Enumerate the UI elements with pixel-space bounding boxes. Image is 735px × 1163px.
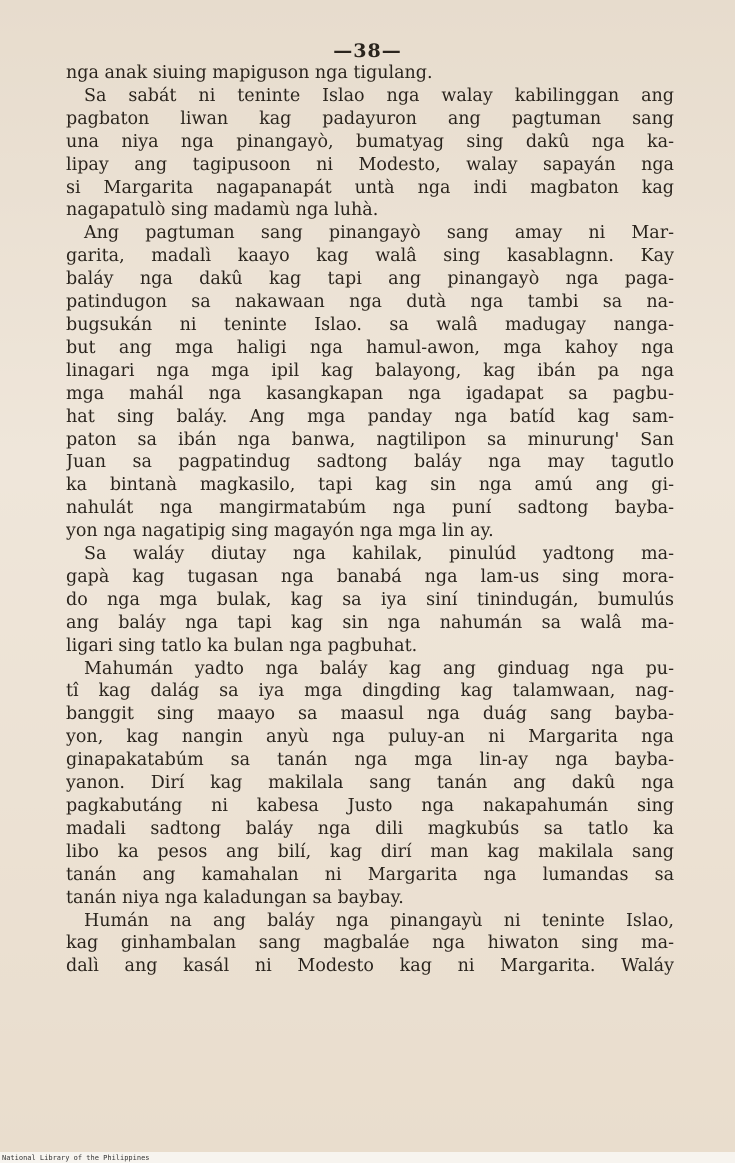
text-line: tanán niya nga kaladungan sa baybay. [66,887,404,908]
text-line: gapà kag tugasan nga banabá nga lam-us sing mora- [66,566,674,587]
paragraph [66,85,674,222]
text-line: Sa waláy diutay nga kahilak, pinulúd yadtong ma- [84,544,674,565]
paragraph [66,62,674,85]
paragraph [66,543,674,658]
text-line: libo ka pesos ang bilí, kag dirí man kag makilala sang [66,841,674,862]
text-line: si Margarita nagapanapát untà nga indi magbaton kag [66,177,674,198]
text-line: ginapakatabúm sa tanán nga mga lin-ay nga bayba- [66,750,674,771]
text-line: Juan sa pagpatindug sadtong baláy nga may tagutlo [66,452,674,473]
text-line: paton sa ibán nga banwa, nagtilipon sa minurung' San [66,429,674,450]
text-line: Humán na ang baláy nga pinangayù ni teninte Islao, [84,910,674,931]
text-line: ang baláy nga tapi kag sin nga nahumán sa walâ ma- [66,612,674,633]
text-line: ligari sing tatlo ka bulan nga pagbuhat. [66,635,418,656]
text-line: patindugon sa nakawaan nga dutà nga tambi sa na- [66,292,674,313]
text-line: linagari nga mga ipil kag balayong, kag ibán pa nga [66,360,674,381]
text-line: pagkabutáng ni kabesa Justo nga nakapahumán sing [66,796,674,816]
text-line: tî kag dalág sa iya mga dingding kag talamwaan, nag- [66,681,674,702]
text-line: but ang mga haligi nga hamul-awon, mga kahoy nga [66,337,674,358]
footer-strip [0,1152,735,1163]
text-line: Mahumán yadto nga baláy kag ang ginduag nga pu- [84,658,674,679]
text-line: nahulát nga mangirmatabúm nga puní sadtong bayba- [66,498,674,519]
text-line: do nga mga bulak, kag sa iya siní tinindugán, bumulús [66,589,674,610]
text-line: baláy nga dakû kag tapi ang pinangayò nga paga- [66,269,674,290]
text-line: tanán ang kamahalan ni Margarita nga lumandas sa [66,864,674,885]
page-body-text [66,62,674,978]
page-number: —38— [333,40,402,62]
text-line: garita, madalì kaayo kag walâ sing kasablagnn. Kay [66,246,674,267]
text-line: lipay ang tagipusoon ni Modesto, walay sapayán nga [66,154,674,175]
text-line: yon, kag nangin anyù nga puluy-an ni Margarita nga [66,727,674,748]
text-line: bugsukán ni teninte Islao. sa walâ madugay nanga- [66,314,674,335]
text-line: pagbaton liwan kag padayuron ang pagtuman sang [66,108,674,129]
text-line: kag ginhambalan sang magbaláe nga hiwaton sing ma- [66,933,674,954]
text-line: madali sadtong baláy nga dili magkubús sa tatlo ka [66,818,674,839]
text-line: Sa sabát ni teninte Islao nga walay kabilinggan ang [84,85,674,106]
paragraph [66,658,674,910]
text-line: una niya nga pinangayò, bumatyag sing dakû nga ka- [66,131,674,152]
text-line: nga anak siuing mapiguson nga tigulang. [66,63,433,83]
paragraph [66,222,674,543]
text-line: banggit sing maayo sa maasul nga duág sang bayba- [66,704,674,725]
text-line: hat sing baláy. Ang mga panday nga batíd kag sam- [66,406,674,427]
text-line: yanon. Dirí kag makilala sang tanán ang dakû nga [66,773,674,794]
paragraph [66,910,674,979]
text-line: Ang pagtuman sang pinangayò sang amay ni Mar- [84,223,674,244]
text-line: nagapatulò sing madamù nga luhà. [66,200,379,221]
text-line: ka bintanà magkasilo, tapi kag sin nga amú ang gi- [66,475,674,496]
library-footer-credit: National Library of the Philippines [2,1154,150,1162]
text-line: dalì ang kasál ni Modesto kag ni Margarita. Waláy [66,956,674,977]
text-line: yon nga nagatipig sing magayón nga mga lin ay. [66,521,494,542]
text-line: mga mahál nga kasangkapan nga igadapat sa pagbu- [66,383,674,404]
